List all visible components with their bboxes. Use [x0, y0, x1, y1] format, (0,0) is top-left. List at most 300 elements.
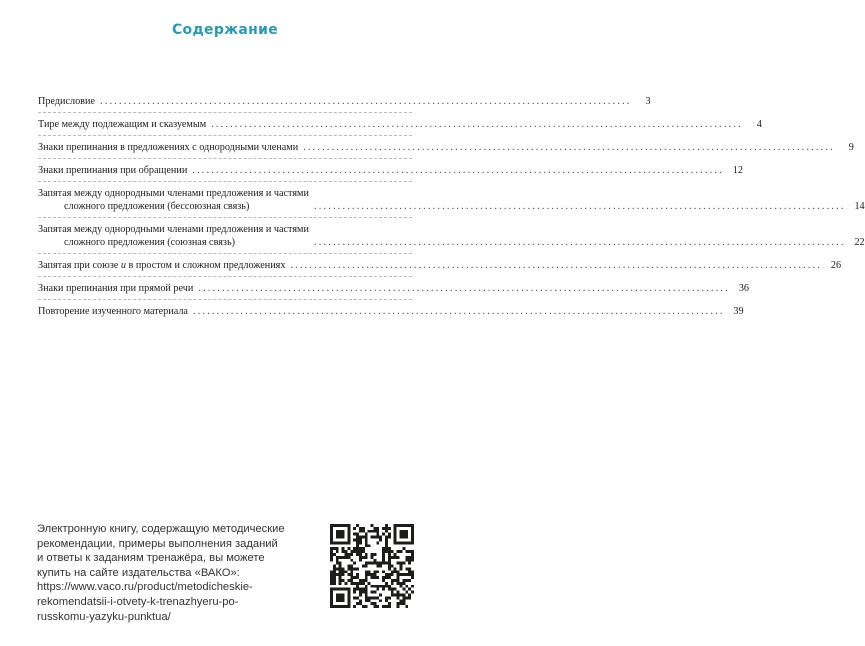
toc-entry-title: Знаки препинания при обращении — [38, 165, 188, 176]
qr-module — [333, 573, 336, 576]
toc-entry[interactable] — [38, 141, 854, 154]
qr-module — [353, 533, 356, 536]
qr-module — [408, 594, 411, 597]
qr-module — [388, 605, 391, 608]
qr-module — [408, 559, 411, 562]
toc-entry[interactable] — [38, 305, 744, 318]
qr-module — [356, 553, 359, 556]
qr-module — [356, 538, 359, 541]
qr-module — [342, 570, 345, 573]
qr-module — [397, 596, 400, 599]
qr-module — [373, 596, 376, 599]
qr-module — [365, 576, 368, 579]
qr-module — [359, 530, 362, 533]
qr-module — [405, 579, 408, 582]
qr-module — [350, 582, 353, 585]
qr-module — [336, 573, 339, 576]
qr-module — [365, 585, 368, 588]
toc-entry-page: 36 — [738, 283, 750, 294]
qr-module — [397, 591, 400, 594]
qr-module — [373, 559, 376, 562]
qr-module — [388, 585, 391, 588]
qr-module — [405, 567, 408, 570]
qr-module — [342, 567, 345, 570]
qr-module — [388, 576, 391, 579]
qr-module — [405, 605, 408, 608]
qr-module — [365, 605, 368, 608]
qr-module — [411, 559, 414, 562]
qr-module — [359, 550, 362, 553]
qr-module — [336, 550, 339, 553]
toc-entry[interactable] — [38, 259, 842, 272]
qr-module — [394, 594, 397, 597]
qr-module — [347, 547, 350, 550]
qr-module — [402, 582, 405, 585]
qr-module — [362, 565, 365, 568]
qr-module — [336, 547, 339, 550]
qr-module — [385, 536, 388, 539]
qr-module — [359, 541, 362, 544]
qr-module — [397, 576, 400, 579]
qr-module — [385, 550, 388, 553]
qr-module — [400, 599, 403, 602]
qr-module — [362, 588, 365, 591]
toc-entry[interactable] — [38, 223, 865, 249]
divider — [38, 276, 412, 278]
qr-module — [371, 524, 374, 527]
qr-module — [402, 594, 405, 597]
qr-module — [362, 556, 365, 559]
qr-module — [379, 538, 382, 541]
qr-module — [359, 559, 362, 562]
qr-module — [394, 556, 397, 559]
toc-entry-page: 14 — [854, 201, 865, 212]
qr-module — [362, 591, 365, 594]
qr-module — [373, 553, 376, 556]
qr-module — [411, 576, 414, 579]
ebook-note-line: и ответы к заданиям тренажёра, вы можете — [37, 552, 265, 565]
toc-entry-title: Знаки препинания в предложениях с однородными членами — [38, 142, 299, 153]
qr-module — [391, 594, 394, 597]
qr-module — [405, 573, 408, 576]
qr-module — [365, 588, 368, 591]
qr-module — [330, 582, 333, 585]
qr-module — [359, 591, 362, 594]
qr-module — [371, 596, 374, 599]
qr-module — [336, 562, 339, 565]
qr-module — [391, 573, 394, 576]
qr-module — [379, 585, 382, 588]
qr-module — [376, 565, 379, 568]
qr-module — [400, 582, 403, 585]
qr-module — [342, 579, 345, 582]
qr-module — [382, 550, 385, 553]
qr-module — [382, 585, 385, 588]
qr-module — [388, 527, 391, 530]
qr-module — [397, 594, 400, 597]
qr-module — [397, 562, 400, 565]
qr-module — [333, 553, 336, 556]
toc-entry-page: 22 — [854, 237, 865, 248]
divider — [38, 253, 412, 255]
qr-module — [382, 576, 385, 579]
qr-module — [402, 588, 405, 591]
qr-module — [371, 573, 374, 576]
qr-module — [388, 567, 391, 570]
qr-module — [371, 602, 374, 605]
qr-module — [356, 536, 359, 539]
qr-module — [350, 573, 353, 576]
qr-module — [376, 530, 379, 533]
qr-module — [365, 596, 368, 599]
qr-module — [382, 547, 385, 550]
qr-module — [411, 570, 414, 573]
qr-module — [400, 585, 403, 588]
toc-leader: ................................................................................................................ — [99, 96, 632, 107]
qr-module — [330, 579, 333, 582]
qr-module — [388, 565, 391, 568]
qr-module — [373, 591, 376, 594]
qr-module — [342, 573, 345, 576]
qr-module — [376, 576, 379, 579]
qr-module — [402, 573, 405, 576]
qr-module — [373, 530, 376, 533]
qr-module — [397, 602, 400, 605]
qr-module — [402, 562, 405, 565]
qr-module — [400, 594, 403, 597]
qr-module — [400, 602, 403, 605]
qr-code-icon[interactable] — [330, 524, 414, 608]
page-title: Содержание — [171, 22, 279, 38]
qr-module — [353, 562, 356, 565]
qr-module — [408, 562, 411, 565]
qr-module — [359, 602, 362, 605]
qr-module — [368, 582, 371, 585]
qr-module — [388, 533, 391, 536]
qr-module — [411, 591, 414, 594]
qr-module — [330, 570, 333, 573]
toc-entry-title-line: Запятая между однородными членами предложения и частями — [38, 224, 309, 235]
qr-module — [400, 562, 403, 565]
qr-module — [400, 567, 403, 570]
ebook-note — [37, 522, 327, 624]
qr-module — [362, 579, 365, 582]
toc-entry[interactable] — [38, 164, 743, 177]
qr-module — [330, 553, 333, 556]
qr-module — [382, 556, 385, 559]
qr-module — [365, 573, 368, 576]
qr-module — [391, 582, 394, 585]
qr-module — [385, 596, 388, 599]
toc-entry-title: Повторение изученного материала — [38, 306, 188, 317]
qr-module — [388, 602, 391, 605]
qr-module — [382, 527, 385, 530]
qr-module — [394, 588, 397, 591]
toc-entry-page: 9 — [848, 142, 854, 153]
qr-module — [391, 570, 394, 573]
qr-module — [356, 541, 359, 544]
qr-module — [402, 596, 405, 599]
toc-entry-title — [38, 223, 309, 249]
qr-module — [347, 579, 350, 582]
qr-module — [388, 536, 391, 539]
qr-module — [365, 594, 368, 597]
qr-module — [362, 582, 365, 585]
qr-module — [330, 559, 333, 562]
qr-module — [356, 567, 359, 570]
toc-entry[interactable] — [38, 95, 651, 108]
qr-module — [333, 582, 336, 585]
qr-module — [356, 544, 359, 547]
qr-module — [362, 536, 365, 539]
qr-module — [365, 591, 368, 594]
qr-module — [376, 527, 379, 530]
ebook-note-line: рекомендации, примеры выполнения заданий — [37, 537, 278, 550]
qr-module — [408, 567, 411, 570]
qr-module — [344, 550, 347, 553]
qr-module — [400, 573, 403, 576]
qr-module — [385, 585, 388, 588]
qr-module — [339, 556, 342, 559]
qr-module — [359, 536, 362, 539]
qr-module — [408, 556, 411, 559]
toc-entry[interactable] — [38, 282, 750, 295]
divider — [38, 112, 412, 114]
divider — [38, 299, 412, 301]
qr-module — [350, 550, 353, 553]
qr-module — [402, 602, 405, 605]
qr-module — [397, 605, 400, 608]
qr-module — [391, 565, 394, 568]
qr-module — [350, 559, 353, 562]
qr-module — [365, 570, 368, 573]
qr-module — [391, 556, 394, 559]
qr-module — [353, 582, 356, 585]
qr-module — [350, 553, 353, 556]
qr-module — [350, 567, 353, 570]
toc-leader: ................................................................................................................ — [192, 165, 724, 176]
qr-module — [382, 605, 385, 608]
ebook-link-line[interactable]: https://www.vaco.ru/product/metodicheskie- — [37, 581, 253, 594]
qr-module — [344, 570, 347, 573]
qr-module — [400, 530, 409, 539]
qr-module — [353, 567, 356, 570]
qr-module — [373, 605, 376, 608]
qr-module — [371, 536, 374, 539]
qr-module — [408, 579, 411, 582]
qr-module — [385, 524, 388, 527]
qr-module — [359, 579, 362, 582]
qr-module — [371, 576, 374, 579]
qr-module — [388, 573, 391, 576]
ebook-link-line[interactable]: russkomu-yazyku-punktua/ — [37, 610, 171, 623]
qr-module — [353, 527, 356, 530]
qr-module — [373, 536, 376, 539]
qr-module — [353, 576, 356, 579]
qr-module — [333, 579, 336, 582]
qr-module — [388, 547, 391, 550]
qr-module — [394, 567, 397, 570]
qr-module — [356, 596, 359, 599]
toc-entry-title-line: сложного предложения (союзная связь) — [64, 237, 235, 248]
qr-module — [336, 556, 339, 559]
qr-module — [339, 567, 342, 570]
toc-entry-title: Тире между подлежащим и сказуемым — [38, 119, 207, 130]
qr-module — [397, 579, 400, 582]
qr-module — [373, 602, 376, 605]
qr-module — [347, 567, 350, 570]
qr-module — [379, 599, 382, 602]
toc-entry-page: 3 — [645, 96, 651, 107]
divider — [38, 158, 412, 160]
qr-module — [344, 553, 347, 556]
toc-entry[interactable] — [38, 187, 865, 213]
qr-module — [365, 579, 368, 582]
table-of-contents — [38, 95, 865, 318]
qr-module — [376, 541, 379, 544]
qr-module — [356, 547, 359, 550]
qr-module — [368, 596, 371, 599]
qr-module — [376, 533, 379, 536]
qr-module — [376, 585, 379, 588]
qr-module — [356, 576, 359, 579]
qr-module — [385, 599, 388, 602]
qr-module — [385, 547, 388, 550]
qr-module — [405, 585, 408, 588]
qr-module — [394, 553, 397, 556]
qr-module — [388, 588, 391, 591]
qr-module — [342, 550, 345, 553]
qr-module — [382, 562, 385, 565]
qr-module — [385, 562, 388, 565]
qr-module — [356, 524, 359, 527]
toc-leader: ................................................................................................................ — [313, 237, 846, 248]
qr-module — [356, 533, 359, 536]
toc-entry[interactable] — [38, 118, 762, 131]
toc-entry-title — [38, 259, 285, 272]
qr-module — [388, 562, 391, 565]
qr-module — [382, 553, 385, 556]
qr-module — [376, 570, 379, 573]
toc-leader: ................................................................................................................ — [290, 260, 823, 271]
qr-module — [379, 536, 382, 539]
qr-module — [339, 565, 342, 568]
qr-module — [330, 576, 333, 579]
qr-module — [339, 579, 342, 582]
qr-module — [339, 573, 342, 576]
qr-module — [330, 550, 333, 553]
qr-module — [368, 544, 371, 547]
qr-module — [400, 550, 403, 553]
qr-module — [405, 559, 408, 562]
qr-module — [362, 550, 365, 553]
qr-module — [385, 538, 388, 541]
toc-leader: ................................................................................................................ — [303, 142, 835, 153]
qr-module — [342, 556, 345, 559]
qr-module — [359, 588, 362, 591]
toc-leader: ................................................................................................................ — [313, 201, 846, 212]
qr-module — [365, 565, 368, 568]
qr-module — [411, 556, 414, 559]
qr-module — [342, 547, 345, 550]
divider — [38, 181, 412, 183]
qr-module — [385, 573, 388, 576]
qr-module — [339, 570, 342, 573]
qr-module — [365, 562, 368, 565]
qr-module — [394, 579, 397, 582]
qr-module — [391, 550, 394, 553]
qr-module — [368, 599, 371, 602]
qr-module — [333, 547, 336, 550]
qr-module — [400, 565, 403, 568]
qr-module — [365, 541, 368, 544]
qr-module — [402, 579, 405, 582]
qr-module — [411, 585, 414, 588]
toc-entry-page: 12 — [732, 165, 743, 176]
qr-module — [397, 573, 400, 576]
ebook-link-line[interactable]: rekomendatsii-i-otvety-k-trenazhyeru-po- — [37, 595, 239, 608]
qr-module — [368, 573, 371, 576]
qr-module — [333, 567, 336, 570]
qr-module — [336, 567, 339, 570]
qr-module — [347, 556, 350, 559]
qr-module — [385, 582, 388, 585]
qr-module — [333, 576, 336, 579]
qr-module — [362, 527, 365, 530]
toc-entry-title-line: Запятая между однородными членами предложения и частями — [38, 188, 309, 199]
qr-module — [365, 553, 368, 556]
qr-module — [385, 544, 388, 547]
qr-module — [391, 591, 394, 594]
toc-entry-title: Знаки препинания при прямой речи — [38, 283, 194, 294]
qr-module — [365, 544, 368, 547]
ebook-note-line: купить на сайте издательства «ВАКО»: — [37, 566, 240, 579]
qr-module — [408, 596, 411, 599]
toc-entry-page: 4 — [756, 119, 762, 130]
ebook-note-line: Электронную книгу, содержащую методические — [37, 523, 285, 535]
qr-module — [405, 550, 408, 553]
qr-module — [382, 579, 385, 582]
qr-module — [382, 588, 385, 591]
qr-module — [373, 527, 376, 530]
qr-module — [376, 596, 379, 599]
toc-leader: ................................................................................................................ — [192, 306, 725, 317]
qr-module — [371, 553, 374, 556]
qr-module — [379, 562, 382, 565]
qr-module — [388, 556, 391, 559]
qr-module — [371, 556, 374, 559]
qr-module — [373, 573, 376, 576]
qr-module — [405, 556, 408, 559]
qr-module — [388, 596, 391, 599]
qr-module — [405, 596, 408, 599]
qr-module — [408, 588, 411, 591]
qr-module — [336, 530, 345, 539]
qr-module — [365, 556, 368, 559]
toc-entry-title: Предисловие — [38, 96, 95, 107]
qr-module — [362, 605, 365, 608]
qr-module — [362, 530, 365, 533]
qr-module — [350, 579, 353, 582]
toc-entry-title-part: в простом и сложном предложениях — [125, 260, 286, 271]
divider — [38, 135, 412, 137]
qr-module — [365, 538, 368, 541]
qr-module — [333, 570, 336, 573]
qr-module — [408, 573, 411, 576]
qr-module — [408, 550, 411, 553]
qr-module — [356, 602, 359, 605]
qr-module — [376, 588, 379, 591]
